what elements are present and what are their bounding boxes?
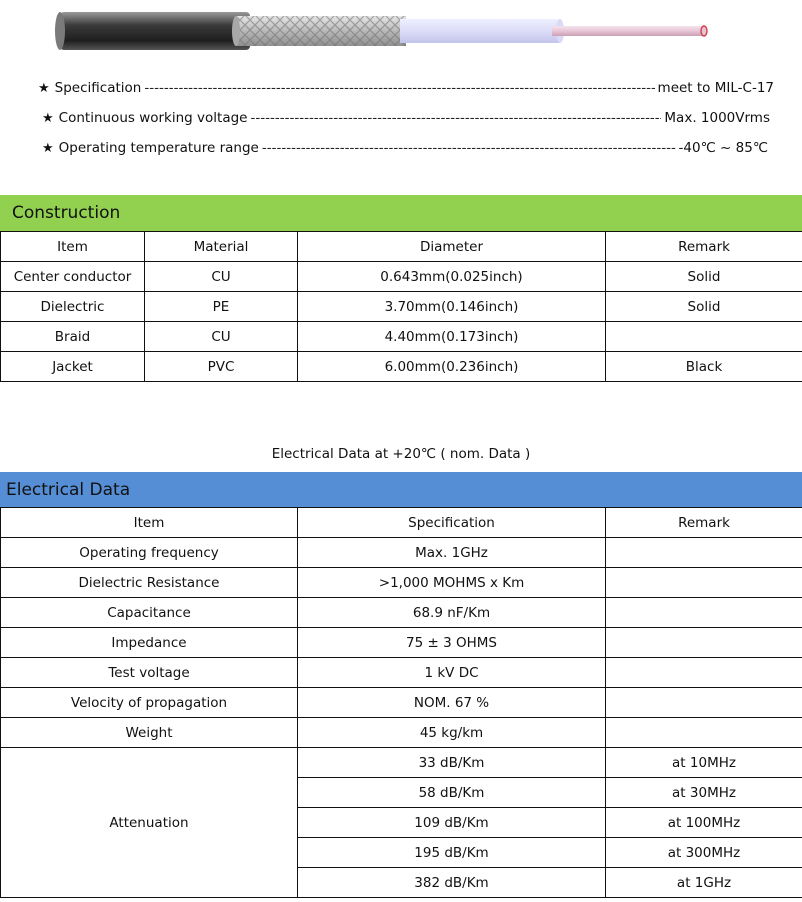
spec-label: Operating temperature range: [58, 140, 259, 156]
column-header: Item: [1, 232, 145, 262]
table-cell: at 300MHz: [606, 838, 802, 868]
table-cell: [606, 688, 802, 718]
table-cell: 58 dB/Km: [298, 778, 606, 808]
table-cell: 33 dB/Km: [298, 748, 606, 778]
leader-dashes: [262, 140, 676, 156]
table-cell: [606, 538, 802, 568]
construction-table: [0, 231, 802, 382]
coaxial-cable-illustration: [0, 0, 802, 62]
column-header: Item: [1, 508, 298, 538]
table-cell: 195 dB/Km: [298, 838, 606, 868]
table-header-row: [1, 508, 802, 538]
table-cell: 45 kg/km: [298, 718, 606, 748]
table-row: [1, 352, 802, 382]
table-cell: 4.40mm(0.173inch): [298, 322, 606, 352]
table-cell: CU: [145, 262, 298, 292]
electrical-caption: Electrical Data at +20℃ ( nom. Data ): [271, 446, 531, 462]
spec-label: Continuous working voltage: [58, 110, 248, 126]
table-cell: [606, 628, 802, 658]
table-cell: [606, 598, 802, 628]
spec-line-temperature-range: [42, 140, 768, 156]
table-row: [1, 718, 802, 748]
table-cell: 382 dB/Km: [298, 868, 606, 898]
cable-dielectric: [400, 19, 564, 43]
spec-line-working-voltage: [42, 110, 770, 126]
table-cell: at 100MHz: [606, 808, 802, 838]
table-cell: Impedance: [1, 628, 298, 658]
table-cell: 75 ± 3 OHMS: [298, 628, 606, 658]
table-cell: [606, 322, 802, 352]
table-row: [1, 598, 802, 628]
table-cell: Solid: [606, 262, 802, 292]
table-cell: [606, 658, 802, 688]
leader-dashes: [250, 110, 661, 126]
spec-line-specification: [38, 80, 774, 96]
table-cell: 68.9 nF/Km: [298, 598, 606, 628]
leader-dashes: [144, 80, 654, 96]
table-cell: Capacitance: [1, 598, 298, 628]
table-cell: PE: [145, 292, 298, 322]
table-row: [1, 658, 802, 688]
table-cell: 6.00mm(0.236inch): [298, 352, 606, 382]
table-cell: Weight: [1, 718, 298, 748]
cable-center-conductor: [552, 26, 707, 36]
table-cell: [606, 718, 802, 748]
table-cell: Jacket: [1, 352, 145, 382]
star-icon: ★: [42, 141, 54, 156]
star-icon: ★: [38, 81, 50, 96]
column-header: Remark: [606, 508, 802, 538]
table-cell: Dielectric Resistance: [1, 568, 298, 598]
table-cell: [606, 568, 802, 598]
table-cell: Solid: [606, 292, 802, 322]
column-header: Remark: [606, 232, 802, 262]
table-cell: 1 kV DC: [298, 658, 606, 688]
table-row: [1, 322, 802, 352]
spec-value: meet to MIL-C-17: [657, 80, 774, 96]
table-cell: Max. 1GHz: [298, 538, 606, 568]
table-cell: 109 dB/Km: [298, 808, 606, 838]
table-row: [1, 568, 802, 598]
construction-section-title: Construction: [0, 195, 802, 231]
cable-jacket: [55, 12, 250, 50]
table-cell: PVC: [145, 352, 298, 382]
table-header-row: [1, 232, 802, 262]
table-row: [1, 748, 802, 778]
electrical-table: [0, 507, 802, 898]
table-cell: Dielectric: [1, 292, 145, 322]
star-icon: ★: [42, 111, 54, 126]
table-row: [1, 538, 802, 568]
table-cell: at 30MHz: [606, 778, 802, 808]
table-row: [1, 292, 802, 322]
column-header: Material: [145, 232, 298, 262]
table-cell: Center conductor: [1, 262, 145, 292]
table-cell: at 10MHz: [606, 748, 802, 778]
table-cell: Test voltage: [1, 658, 298, 688]
column-header: Specification: [298, 508, 606, 538]
table-cell: Braid: [1, 322, 145, 352]
table-cell: Velocity of propagation: [1, 688, 298, 718]
table-row: [1, 628, 802, 658]
attenuation-label-cell: Attenuation: [1, 748, 298, 898]
table-cell: CU: [145, 322, 298, 352]
column-header: Diameter: [298, 232, 606, 262]
table-cell: NOM. 67 %: [298, 688, 606, 718]
table-cell: 0.643mm(0.025inch): [298, 262, 606, 292]
table-cell: Black: [606, 352, 802, 382]
table-cell: Operating frequency: [1, 538, 298, 568]
table-cell: 3.70mm(0.146inch): [298, 292, 606, 322]
table-row: [1, 262, 802, 292]
spec-value: Max. 1000Vrms: [664, 110, 770, 126]
table-cell: >1,000 MOHMS x Km: [298, 568, 606, 598]
electrical-section-title: Electrical Data: [0, 472, 802, 508]
table-cell: at 1GHz: [606, 868, 802, 898]
table-row: [1, 688, 802, 718]
spec-value: -40℃ ~ 85℃: [678, 140, 768, 156]
cable-braid: [232, 16, 406, 46]
spec-label: Specification: [54, 80, 142, 96]
